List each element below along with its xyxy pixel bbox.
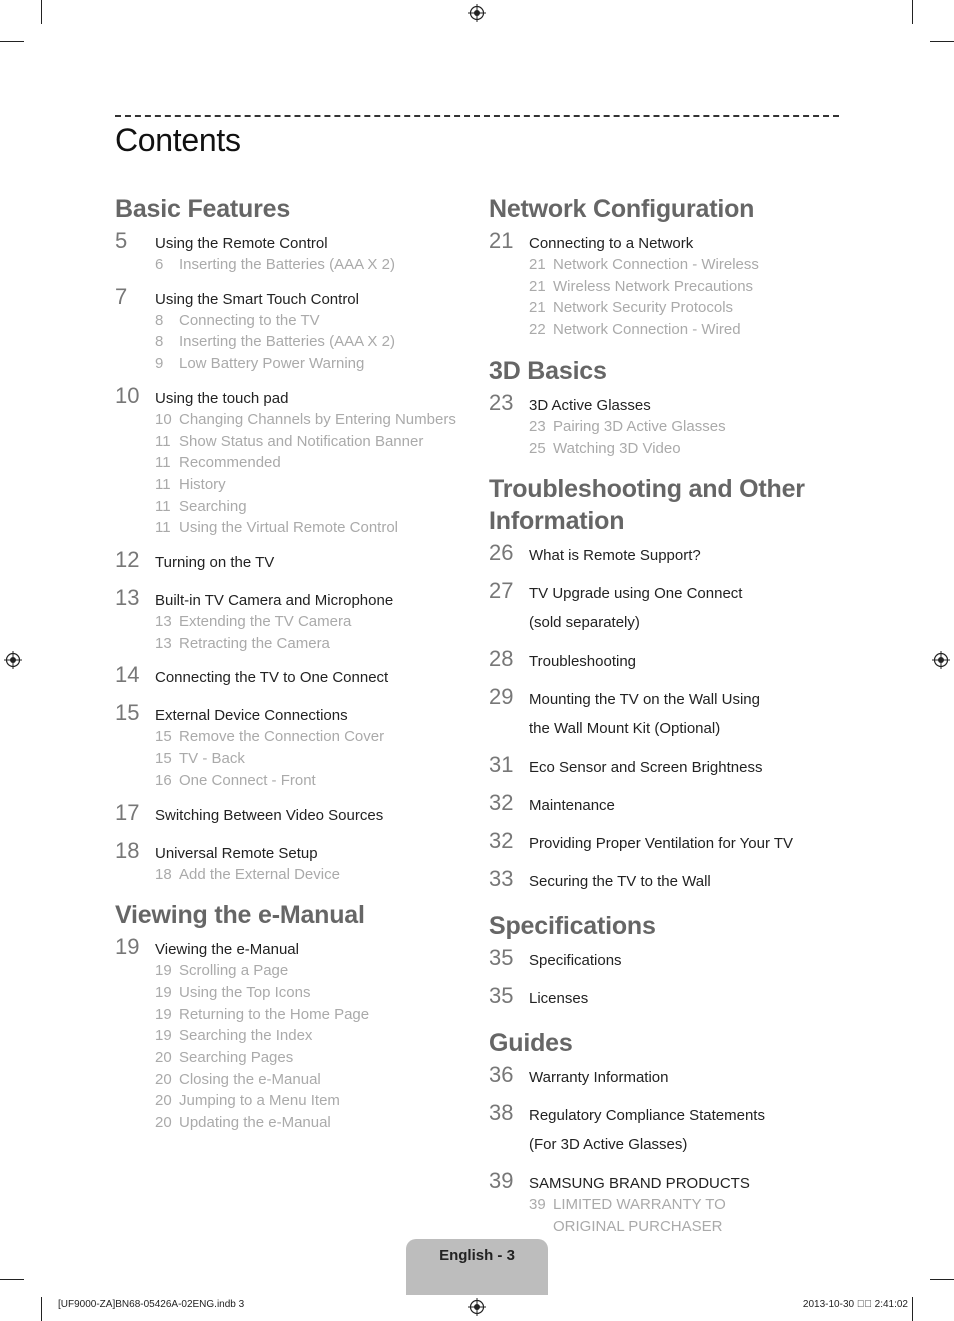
toc-page-number: 5 <box>115 228 128 253</box>
toc-entry[interactable] <box>115 799 465 830</box>
toc-page-number: 10 <box>115 382 140 408</box>
toc-page-number: 14 <box>115 662 140 688</box>
toc-subentry-page: 15 <box>155 750 172 768</box>
toc-subentry-label[interactable]: Changing Channels by Entering Numbers <box>179 410 456 428</box>
toc-subentry[interactable] <box>155 310 465 332</box>
toc-subentry[interactable] <box>155 982 465 1004</box>
toc-entry-label[interactable]: Turning on the TV <box>155 554 275 572</box>
toc-entry-label[interactable]: Warranty Information <box>529 1069 669 1087</box>
toc-entry-label-continued[interactable]: the Wall Mount Kit (Optional) <box>529 720 721 738</box>
toc-entry[interactable] <box>489 789 839 820</box>
toc-entry[interactable] <box>489 539 839 570</box>
section-heading: Troubleshooting and Other Information <box>489 475 805 536</box>
toc-page-number: 39 <box>489 1168 514 1194</box>
crop-mark <box>41 0 42 24</box>
toc-page-number: 15 <box>115 700 140 726</box>
toc-page-number: 36 <box>489 1062 514 1088</box>
toc-page-number: 27 <box>489 578 514 604</box>
toc-subentry-label[interactable]: Using the Virtual Remote Control <box>179 519 398 537</box>
toc-subentry[interactable] <box>155 331 465 353</box>
toc-right-column <box>489 193 839 1252</box>
toc-entry[interactable] <box>115 933 465 1134</box>
toc-subentry-page: 15 <box>155 728 172 746</box>
toc-subentry[interactable] <box>155 748 465 770</box>
toc-entry-row[interactable] <box>489 1099 839 1130</box>
toc-subentry-page: 20 <box>155 1070 172 1088</box>
toc-subentry-page: 11 <box>155 497 171 515</box>
toc-subentry[interactable] <box>155 1069 465 1091</box>
toc-subentry-page: 20 <box>155 1049 172 1067</box>
toc-entry[interactable] <box>115 227 465 276</box>
toc-subentry-label[interactable]: Remove the Connection Cover <box>179 728 385 746</box>
toc-entry-label[interactable]: Viewing the e-Manual <box>155 941 299 959</box>
toc-entry-row[interactable] <box>489 982 839 1013</box>
toc-subentry-label[interactable]: Inserting the Batteries (AAA X 2) <box>179 256 395 273</box>
registration-mark-icon <box>468 1298 486 1316</box>
toc-subentry-label[interactable]: Returning to the Home Page <box>179 1005 370 1023</box>
toc-entry-row[interactable] <box>489 944 839 975</box>
toc-subentries <box>115 254 465 276</box>
toc-subentry-page: 20 <box>155 1114 172 1132</box>
toc-entry-row[interactable] <box>489 1061 839 1092</box>
section-heading: Guides <box>489 1029 573 1058</box>
toc-entry-row[interactable] <box>489 751 839 782</box>
toc-entry-label[interactable]: Built-in TV Camera and Microphone <box>155 592 394 610</box>
toc-entry[interactable] <box>115 584 465 654</box>
toc-subentries <box>115 409 465 539</box>
toc-subentry[interactable] <box>529 438 839 460</box>
toc-entry[interactable] <box>489 827 839 858</box>
toc-subentry-page: 11 <box>155 475 171 493</box>
toc-subentry[interactable] <box>155 1004 465 1026</box>
toc-page-number: 19 <box>115 934 140 960</box>
toc-entry[interactable] <box>489 751 839 782</box>
toc-subentry-page: 18 <box>155 865 172 883</box>
toc-entry-row[interactable] <box>489 539 839 570</box>
toc-subentry[interactable] <box>155 864 465 886</box>
toc-entry-label[interactable]: Using the Remote Control <box>155 235 328 252</box>
toc-subentry-page: 39 <box>529 1196 546 1214</box>
toc-page-number: 28 <box>489 646 514 672</box>
toc-page-number: 32 <box>489 828 514 854</box>
page-title: Contents <box>115 122 241 158</box>
toc-entry-label[interactable]: Troubleshooting <box>529 653 637 671</box>
toc-subentry[interactable] <box>155 960 465 982</box>
toc-section <box>489 193 839 341</box>
toc-entry-label[interactable]: Securing the TV to the Wall <box>529 873 711 891</box>
toc-page-number: 29 <box>489 684 514 710</box>
toc-entry-label-continued[interactable]: (sold separately) <box>529 614 640 632</box>
toc-entry-label[interactable]: Regulatory Compliance Statements <box>529 1107 765 1125</box>
toc-entry-row[interactable] <box>489 789 839 820</box>
toc-entry-label[interactable]: Connecting the TV to One Connect <box>155 669 389 687</box>
toc-entry[interactable] <box>489 1099 839 1160</box>
toc-subentry-label[interactable]: Extending the TV Camera <box>179 613 352 631</box>
page-number-tab <box>406 1239 548 1295</box>
toc-page-number: 18 <box>115 837 140 863</box>
toc-page-number: 17 <box>115 799 140 825</box>
toc-subentry[interactable] <box>529 297 839 319</box>
section-heading: Specifications <box>489 912 656 941</box>
toc-subentry-label[interactable]: TV - Back <box>179 750 245 768</box>
toc-page-number: 7 <box>115 283 128 309</box>
crop-mark <box>930 1279 954 1280</box>
toc-entry-label[interactable]: External Device Connections <box>155 707 348 725</box>
toc-subentries <box>115 310 465 375</box>
toc-subentry-label[interactable]: Retracting the Camera <box>179 634 330 652</box>
registration-mark-icon <box>932 651 950 669</box>
toc-subentry-label[interactable]: Show Status and Notification Banner <box>179 432 424 450</box>
toc-subentry-label[interactable]: Connecting to the TV <box>179 311 320 329</box>
toc-subentry-page: 9 <box>155 355 164 373</box>
toc-subentry-page: 19 <box>155 983 172 1001</box>
toc-subentry-label[interactable]: LIMITED WARRANTY TO <box>553 1196 726 1214</box>
toc-subentries <box>115 960 465 1134</box>
toc-entry-label[interactable]: SAMSUNG BRAND PRODUCTS <box>529 1175 750 1193</box>
toc-subentry-page: 11 <box>155 519 171 537</box>
toc-page-number: 32 <box>489 790 514 816</box>
toc-page-number: 12 <box>115 547 140 573</box>
toc-subentry-label[interactable]: Add the External Device <box>179 865 340 883</box>
toc-page-number: 23 <box>489 389 514 415</box>
toc-page-number: 38 <box>489 1100 514 1126</box>
toc-subentry[interactable] <box>155 611 465 633</box>
registration-mark-icon <box>4 651 22 669</box>
toc-entry-row[interactable] <box>489 865 839 896</box>
toc-subentry[interactable] <box>155 474 465 496</box>
toc-subentry-label[interactable]: Pairing 3D Active Glasses <box>553 417 726 435</box>
toc-page-number: 13 <box>115 585 140 611</box>
toc-subentry-label[interactable]: Scrolling a Page <box>179 962 289 980</box>
page-number-label: English - 3 <box>439 1247 515 1264</box>
toc-entry-label[interactable]: Providing Proper Ventilation for Your TV <box>529 835 794 853</box>
toc-subentry[interactable] <box>155 409 465 431</box>
toc-entry-row[interactable] <box>489 577 839 608</box>
toc-page-number: 33 <box>489 866 514 892</box>
registration-mark-icon <box>468 4 486 22</box>
toc-subentry-label[interactable]: Searching <box>179 497 247 515</box>
toc-entry-label[interactable]: Using the Smart Touch Control <box>155 290 359 308</box>
toc-subentries <box>489 1194 839 1237</box>
title-divider <box>115 115 839 117</box>
crop-mark <box>930 41 954 42</box>
toc-subentry-page: 8 <box>155 333 164 351</box>
toc-subentry[interactable] <box>155 353 465 375</box>
toc-subentries <box>489 254 839 341</box>
toc-entry[interactable] <box>489 944 839 975</box>
toc-subentry-page: 10 <box>155 410 172 428</box>
toc-entry-label[interactable]: Connecting to a Network <box>529 235 694 252</box>
toc-subentries <box>115 864 465 886</box>
toc-section <box>489 910 839 1013</box>
toc-entry-label[interactable]: TV Upgrade using One Connect <box>529 585 743 603</box>
toc-entry-label[interactable]: Licenses <box>529 990 589 1008</box>
toc-entry-label[interactable]: What is Remote Support? <box>529 547 701 565</box>
toc-left-column <box>115 193 465 1148</box>
toc-subentry[interactable] <box>529 1194 839 1237</box>
toc-subentry-page: 16 <box>155 771 172 789</box>
toc-entry[interactable] <box>115 661 465 692</box>
toc-entry-label[interactable]: Universal Remote Setup <box>155 844 318 862</box>
toc-subentry-label-continued[interactable]: ORIGINAL PURCHASER <box>553 1217 723 1235</box>
toc-entry-label[interactable]: Eco Sensor and Screen Brightness <box>529 759 763 777</box>
toc-entry-row[interactable] <box>489 683 839 714</box>
toc-entry[interactable] <box>489 645 839 676</box>
crop-mark <box>41 1297 42 1321</box>
toc-section <box>489 355 839 459</box>
toc-subentry-page: 25 <box>529 439 546 457</box>
toc-entry[interactable] <box>115 382 465 539</box>
toc-subentry[interactable] <box>155 431 465 453</box>
toc-subentry[interactable] <box>155 633 465 655</box>
toc-subentry-label[interactable]: Closing the e-Manual <box>179 1070 321 1088</box>
toc-subentries <box>115 726 465 791</box>
toc-subentry-page: 23 <box>529 417 546 435</box>
toc-entry-row[interactable] <box>115 799 465 830</box>
toc-entry[interactable] <box>115 837 465 886</box>
toc-page-number: 35 <box>489 983 514 1009</box>
section-heading: 3D Basics <box>489 356 607 385</box>
print-slug-timestamp: 2013-10-30    2:41:02 <box>802 1299 908 1310</box>
toc-section <box>489 473 839 896</box>
toc-subentry[interactable] <box>155 1025 465 1047</box>
toc-page-number: 31 <box>489 752 514 778</box>
crop-mark <box>912 0 913 24</box>
toc-subentry-label[interactable]: History <box>179 475 226 493</box>
crop-mark <box>912 1297 913 1321</box>
toc-subentry[interactable] <box>155 1112 465 1134</box>
toc-subentry-label[interactable]: Recommended <box>179 454 281 472</box>
toc-subentry[interactable] <box>529 416 839 438</box>
toc-entry-row[interactable] <box>489 827 839 858</box>
toc-entry[interactable] <box>489 227 839 341</box>
toc-subentry-label[interactable]: Low Battery Power Warning <box>179 355 365 373</box>
toc-entry-label[interactable]: Switching Between Video Sources <box>155 806 384 824</box>
toc-subentry-label[interactable]: Using the Top Icons <box>179 983 311 1001</box>
toc-subentry[interactable] <box>529 254 839 276</box>
toc-subentry-page: 6 <box>155 256 164 273</box>
toc-page-number: 26 <box>489 540 514 566</box>
crop-mark <box>0 1279 24 1280</box>
toc-entry-label[interactable]: 3D Active Glasses <box>529 396 651 414</box>
toc-subentry-label[interactable]: Inserting the Batteries (AAA X 2) <box>179 333 395 351</box>
toc-subentry[interactable] <box>155 517 465 539</box>
toc-subentry-label[interactable]: Searching the Index <box>179 1027 313 1045</box>
toc-subentry-label[interactable]: Jumping to a Menu Item <box>179 1092 340 1110</box>
toc-entry[interactable] <box>115 546 465 577</box>
toc-entry-row[interactable] <box>115 546 465 577</box>
section-heading: Viewing the e-Manual <box>115 901 365 930</box>
crop-mark <box>0 41 24 42</box>
section-heading: Network Configuration <box>489 195 755 223</box>
toc-section <box>115 193 465 885</box>
toc-entry-label-continued[interactable]: (For 3D Active Glasses) <box>529 1136 688 1154</box>
toc-subentry-page: 13 <box>155 634 172 652</box>
toc-entry-label[interactable]: Specifications <box>529 952 622 970</box>
toc-subentry[interactable] <box>529 319 839 341</box>
toc-page-number: 35 <box>489 945 514 971</box>
toc-subentry[interactable] <box>155 496 465 518</box>
toc-subentry-page: 19 <box>155 962 172 980</box>
toc-subentry-page: 22 <box>529 321 546 339</box>
section-heading: Basic Features <box>115 195 291 223</box>
toc-subentry-label[interactable]: Network Connection - Wired <box>553 321 741 339</box>
toc-subentry-page: 20 <box>155 1092 172 1110</box>
toc-entry-label[interactable]: Mounting the TV on the Wall Using <box>529 691 760 709</box>
toc-subentry[interactable] <box>155 1047 465 1069</box>
toc-section <box>489 1027 839 1237</box>
toc-subentry-page: 13 <box>155 613 172 631</box>
toc-page-number: 21 <box>489 228 514 253</box>
toc-entry[interactable] <box>489 577 839 638</box>
toc-subentry-label[interactable]: Watching 3D Video <box>553 439 681 457</box>
toc-entry[interactable] <box>115 699 465 791</box>
toc-entry[interactable] <box>489 1167 839 1237</box>
toc-subentry-label[interactable]: One Connect - Front <box>179 771 316 789</box>
toc-subentry-label[interactable]: Network Connection - Wireless <box>553 256 759 273</box>
toc-subentry[interactable] <box>155 726 465 748</box>
toc-subentry-page: 11 <box>155 432 171 450</box>
toc-entry[interactable] <box>489 1061 839 1092</box>
toc-subentries <box>115 611 465 654</box>
toc-entry[interactable] <box>489 389 839 459</box>
toc-subentry-page: 21 <box>529 256 546 273</box>
toc-subentry[interactable] <box>155 770 465 792</box>
toc-entry[interactable] <box>489 982 839 1013</box>
toc-entry-row[interactable] <box>489 645 839 676</box>
toc-subentry-page: 21 <box>529 299 546 317</box>
toc-subentry-label[interactable]: Searching Pages <box>179 1049 294 1067</box>
toc-subentry-page: 11 <box>155 454 171 472</box>
toc-entry[interactable] <box>115 283 465 375</box>
toc-subentry-label[interactable]: Wireless Network Precautions <box>553 277 754 295</box>
print-slug-filename: [UF9000-ZA]BN68-05426A-02ENG.indb 3 <box>58 1299 245 1310</box>
toc-subentry[interactable] <box>155 452 465 474</box>
toc-subentry[interactable] <box>529 276 839 298</box>
toc-entry[interactable] <box>489 683 839 744</box>
toc-entry[interactable] <box>489 865 839 896</box>
toc-subentry-page: 19 <box>155 1027 172 1045</box>
toc-subentry-page: 8 <box>155 311 164 329</box>
toc-entry-row[interactable] <box>115 661 465 692</box>
toc-subentry[interactable] <box>155 1090 465 1112</box>
toc-subentry-label[interactable]: Network Security Protocols <box>553 299 734 317</box>
toc-subentry-page: 19 <box>155 1005 172 1023</box>
toc-subentry[interactable] <box>155 254 465 276</box>
toc-section <box>115 899 465 1134</box>
toc-entry-label[interactable]: Using the touch pad <box>155 389 289 407</box>
toc-entry-label[interactable]: Maintenance <box>529 797 615 815</box>
toc-subentry-page: 21 <box>529 277 546 295</box>
toc-subentry-label[interactable]: Updating the e-Manual <box>179 1114 331 1132</box>
toc-subentries <box>489 416 839 459</box>
